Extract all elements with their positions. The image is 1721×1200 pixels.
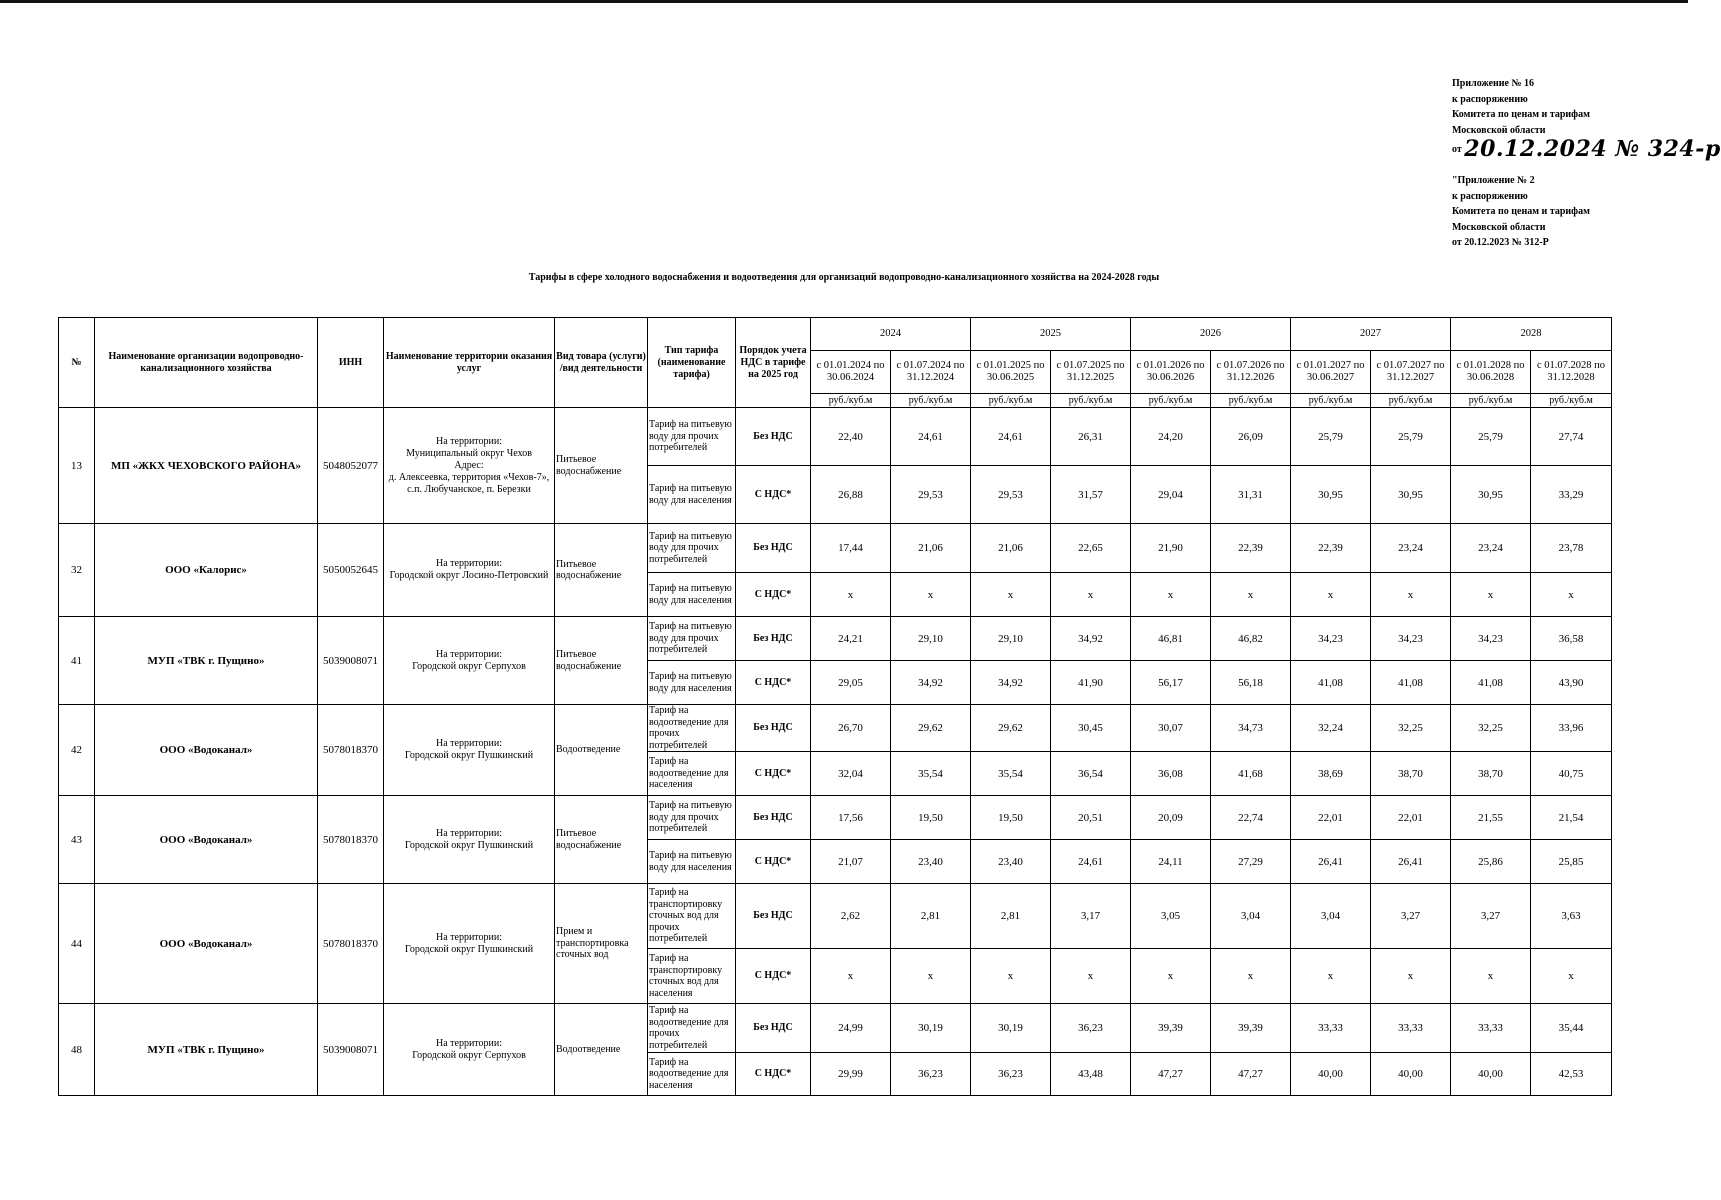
tariff-value: 33,33 xyxy=(1291,1004,1371,1053)
organization-name: ООО «Калорис» xyxy=(95,524,318,617)
tariff-value: 26,70 xyxy=(811,705,891,752)
row-number: 41 xyxy=(59,617,95,705)
table-row xyxy=(59,1004,1612,1053)
tariff-type-cell: Тариф на транспортировку сточных вод для прочих потребителей xyxy=(648,884,736,949)
tariff-value: 21,07 xyxy=(811,840,891,884)
tariff-value: 3,04 xyxy=(1291,884,1371,949)
header-goods: Вид товара (услуги) /вид деятельности xyxy=(555,318,648,408)
appendix-line: Приложение № 16 xyxy=(1452,78,1535,89)
tariff-value: 26,31 xyxy=(1051,408,1131,466)
goods-cell: Водоотведение xyxy=(555,1004,648,1096)
tariff-value: 30,95 xyxy=(1451,466,1531,524)
territory-cell: На территории: Городской округ Пушкинский xyxy=(384,884,555,1004)
tariff-value: 17,56 xyxy=(811,796,891,840)
inn-cell: 5039008071 xyxy=(318,1004,384,1096)
tariff-value: 22,39 xyxy=(1211,524,1291,573)
tariff-type-cell: Тариф на питьевую воду для населения xyxy=(648,466,736,524)
tariff-value: 29,62 xyxy=(891,705,971,752)
goods-cell: Питьевое водоснабжение xyxy=(555,408,648,524)
prior-note-line: "Приложение № 2 xyxy=(1452,175,1535,186)
appendix-sign-line xyxy=(1452,136,1721,162)
header-num: № xyxy=(59,318,95,408)
tariff-value: 43,48 xyxy=(1051,1053,1131,1096)
tariff-value: 22,74 xyxy=(1211,796,1291,840)
tariff-value: 41,68 xyxy=(1211,752,1291,796)
vat-cell: С НДС* xyxy=(736,752,811,796)
tariff-value: 41,90 xyxy=(1051,661,1131,705)
tariff-value: х xyxy=(811,949,891,1004)
prior-note-line: к распоряжению xyxy=(1452,190,1528,202)
tariff-value: 36,23 xyxy=(891,1053,971,1096)
tariff-value: х xyxy=(1531,573,1612,617)
tariff-value: 2,81 xyxy=(891,884,971,949)
tariff-value: 35,44 xyxy=(1531,1004,1612,1053)
tariff-value: х xyxy=(891,573,971,617)
tariff-value: х xyxy=(1051,573,1131,617)
appendix-line: Комитета по ценам и тарифам xyxy=(1452,109,1590,120)
organization-name: ООО «Водоканал» xyxy=(95,884,318,1004)
tariff-value: 17,44 xyxy=(811,524,891,573)
header-unit: руб./куб.м xyxy=(1211,394,1291,408)
tariff-value: 33,33 xyxy=(1451,1004,1531,1053)
tariff-value: 40,00 xyxy=(1291,1053,1371,1096)
tariff-value: х xyxy=(1451,573,1531,617)
tariff-value: 34,23 xyxy=(1451,617,1531,661)
table-row xyxy=(59,617,1612,661)
tariff-value: 56,17 xyxy=(1131,661,1211,705)
tariff-value: 2,81 xyxy=(971,884,1051,949)
tariff-value: 30,95 xyxy=(1291,466,1371,524)
vat-cell: С НДС* xyxy=(736,466,811,524)
tariff-value: х xyxy=(1291,949,1371,1004)
tariff-value: 30,45 xyxy=(1051,705,1131,752)
table-row xyxy=(59,408,1612,466)
header-period: с 01.01.2027 по 30.06.2027 xyxy=(1291,351,1371,394)
goods-cell: Питьевое водоснабжение xyxy=(555,796,648,884)
tariff-value: 23,40 xyxy=(971,840,1051,884)
tariff-value: 21,90 xyxy=(1131,524,1211,573)
row-number: 42 xyxy=(59,705,95,796)
tariff-value: х xyxy=(811,573,891,617)
header-unit: руб./куб.м xyxy=(1051,394,1131,408)
row-number: 48 xyxy=(59,1004,95,1096)
tariff-value: 36,08 xyxy=(1131,752,1211,796)
territory-cell: На территории: Городской округ Серпухов xyxy=(384,1004,555,1096)
tariff-value: 32,25 xyxy=(1451,705,1531,752)
tariff-value: 29,04 xyxy=(1131,466,1211,524)
tariff-value: 22,01 xyxy=(1291,796,1371,840)
tariff-value: 36,23 xyxy=(971,1053,1051,1096)
row-number: 43 xyxy=(59,796,95,884)
inn-cell: 5078018370 xyxy=(318,796,384,884)
tariff-value: 29,53 xyxy=(891,466,971,524)
tariff-value: 19,50 xyxy=(891,796,971,840)
tariff-value: 26,41 xyxy=(1371,840,1451,884)
tariff-value: 3,05 xyxy=(1131,884,1211,949)
tariff-value: 34,92 xyxy=(1051,617,1131,661)
tariff-type-cell: Тариф на транспортировку сточных вод для населения xyxy=(648,949,736,1004)
vat-cell: С НДС* xyxy=(736,573,811,617)
header-year: 2026 xyxy=(1131,318,1291,351)
tariff-value: 24,20 xyxy=(1131,408,1211,466)
tariff-value: 29,05 xyxy=(811,661,891,705)
header-org: Наименование организации водопроводно-канализационного хозяйства xyxy=(95,318,318,408)
tariff-value: 38,70 xyxy=(1451,752,1531,796)
tariff-value: 35,54 xyxy=(891,752,971,796)
vat-cell: Без НДС xyxy=(736,1004,811,1053)
tariff-table-body xyxy=(59,408,1612,1096)
header-year: 2028 xyxy=(1451,318,1612,351)
header-tariff-type: Тип тарифа (наименование тарифа) xyxy=(648,318,736,408)
organization-name: ООО «Водоканал» xyxy=(95,705,318,796)
inn-cell: 5078018370 xyxy=(318,705,384,796)
inn-cell: 5039008071 xyxy=(318,617,384,705)
territory-cell: На территории: Городской округ Пушкинский xyxy=(384,705,555,796)
tariff-value: 26,88 xyxy=(811,466,891,524)
tariff-value: 31,57 xyxy=(1051,466,1131,524)
tariff-value: 34,23 xyxy=(1371,617,1451,661)
tariff-value: 32,04 xyxy=(811,752,891,796)
tariff-value: 24,61 xyxy=(971,408,1051,466)
goods-cell: Водоотведение xyxy=(555,705,648,796)
tariff-value: 21,55 xyxy=(1451,796,1531,840)
top-scan-border xyxy=(0,0,1688,3)
territory-cell: На территории: Городской округ Лосино-Петровский xyxy=(384,524,555,617)
header-unit: руб./куб.м xyxy=(1531,394,1612,408)
tariff-value: 36,58 xyxy=(1531,617,1612,661)
tariff-value: 24,61 xyxy=(1051,840,1131,884)
tariff-value: 24,61 xyxy=(891,408,971,466)
tariff-value: 20,09 xyxy=(1131,796,1211,840)
tariff-value: х xyxy=(1131,573,1211,617)
tariff-value: 34,92 xyxy=(891,661,971,705)
organization-name: МУП «ТВК г. Пущино» xyxy=(95,617,318,705)
prior-note-line: Комитета по ценам и тарифам xyxy=(1452,206,1590,217)
appendix-line: Московской области xyxy=(1452,124,1546,136)
header-unit: руб./куб.м xyxy=(1451,394,1531,408)
organization-name: ООО «Водоканал» xyxy=(95,796,318,884)
tariff-value: х xyxy=(1531,949,1612,1004)
tariff-value: х xyxy=(1211,573,1291,617)
header-year: 2027 xyxy=(1291,318,1451,351)
row-number: 32 xyxy=(59,524,95,617)
tariff-value: 26,09 xyxy=(1211,408,1291,466)
tariff-value: 2,62 xyxy=(811,884,891,949)
tariff-value: 25,79 xyxy=(1371,408,1451,466)
tariff-value: 56,18 xyxy=(1211,661,1291,705)
tariff-value: 27,29 xyxy=(1211,840,1291,884)
tariff-value: 3,04 xyxy=(1211,884,1291,949)
goods-cell: Питьевое водоснабжение xyxy=(555,524,648,617)
tariff-value: 23,78 xyxy=(1531,524,1612,573)
tariff-value: 40,00 xyxy=(1371,1053,1451,1096)
tariff-value: х xyxy=(1131,949,1211,1004)
tariff-type-cell: Тариф на питьевую воду для прочих потребителей xyxy=(648,408,736,466)
tariff-type-cell: Тариф на водоотведение для населения xyxy=(648,752,736,796)
organization-name: МП «ЖКХ ЧЕХОВСКОГО РАЙОНА» xyxy=(95,408,318,524)
tariff-type-cell: Тариф на водоотведение для прочих потребителей xyxy=(648,1004,736,1053)
tariff-value: 41,08 xyxy=(1451,661,1531,705)
tariff-type-cell: Тариф на питьевую воду для населения xyxy=(648,840,736,884)
tariff-value: 34,92 xyxy=(971,661,1051,705)
tariff-value: 32,24 xyxy=(1291,705,1371,752)
prior-appendix-note xyxy=(1452,173,1682,251)
tariff-value: 29,62 xyxy=(971,705,1051,752)
tariff-value: 39,39 xyxy=(1131,1004,1211,1053)
tariff-value: 21,06 xyxy=(891,524,971,573)
tariff-value: 33,29 xyxy=(1531,466,1612,524)
tariff-value: х xyxy=(1211,949,1291,1004)
prior-note-line: Московской области xyxy=(1452,221,1546,233)
tariff-value: 24,11 xyxy=(1131,840,1211,884)
vat-cell: С НДС* xyxy=(736,661,811,705)
header-period: с 01.07.2026 по 31.12.2026 xyxy=(1211,351,1291,394)
tariff-value: 43,90 xyxy=(1531,661,1612,705)
tariff-value: 38,69 xyxy=(1291,752,1371,796)
table-row xyxy=(59,524,1612,573)
header-period: с 01.01.2026 по 30.06.2026 xyxy=(1131,351,1211,394)
tariff-value: х xyxy=(1371,949,1451,1004)
tariff-value: 31,31 xyxy=(1211,466,1291,524)
tariff-value: 38,70 xyxy=(1371,752,1451,796)
tariff-value: 40,75 xyxy=(1531,752,1612,796)
tariff-value: 21,06 xyxy=(971,524,1051,573)
vat-cell: С НДС* xyxy=(736,1053,811,1096)
header-period: с 01.01.2024 по 30.06.2024 xyxy=(811,351,891,394)
appendix-sign-prefix: от xyxy=(1452,144,1462,155)
tariff-value: 27,74 xyxy=(1531,408,1612,466)
tariff-value: х xyxy=(1051,949,1131,1004)
inn-cell: 5048052077 xyxy=(318,408,384,524)
tariff-value: 25,85 xyxy=(1531,840,1612,884)
header-unit: руб./куб.м xyxy=(891,394,971,408)
organization-name: МУП «ТВК г. Пущино» xyxy=(95,1004,318,1096)
goods-cell: Питьевое водоснабжение xyxy=(555,617,648,705)
tariff-value: 41,08 xyxy=(1291,661,1371,705)
table-row xyxy=(59,884,1612,949)
header-unit: руб./куб.м xyxy=(1131,394,1211,408)
header-period: с 01.07.2024 по 31.12.2024 xyxy=(891,351,971,394)
tariff-value: 33,33 xyxy=(1371,1004,1451,1053)
header-unit: руб./куб.м xyxy=(971,394,1051,408)
tariff-value: 24,99 xyxy=(811,1004,891,1053)
tariff-type-cell: Тариф на водоотведение для прочих потребителей xyxy=(648,705,736,752)
tariff-value: 33,96 xyxy=(1531,705,1612,752)
tariff-value: х xyxy=(1291,573,1371,617)
tariff-value: 3,17 xyxy=(1051,884,1131,949)
row-number: 44 xyxy=(59,884,95,1004)
tariff-value: 39,39 xyxy=(1211,1004,1291,1053)
tariff-type-cell: Тариф на водоотведение для населения xyxy=(648,1053,736,1096)
tariff-value: 42,53 xyxy=(1531,1053,1612,1096)
tariff-value: 23,24 xyxy=(1371,524,1451,573)
tariff-value: 47,27 xyxy=(1211,1053,1291,1096)
tariff-value: 46,82 xyxy=(1211,617,1291,661)
tariff-value: 29,99 xyxy=(811,1053,891,1096)
tariff-value: х xyxy=(1371,573,1451,617)
tariff-value: 19,50 xyxy=(971,796,1051,840)
tariff-value: 40,00 xyxy=(1451,1053,1531,1096)
tariff-value: 25,79 xyxy=(1451,408,1531,466)
tariff-value: 30,19 xyxy=(891,1004,971,1053)
header-vat: Порядок учета НДС в тарифе на 2025 год xyxy=(736,318,811,408)
tariff-value: 26,41 xyxy=(1291,840,1371,884)
tariff-value: 21,54 xyxy=(1531,796,1612,840)
appendix-note xyxy=(1452,76,1721,162)
vat-cell: Без НДС xyxy=(736,705,811,752)
tariff-value: 46,81 xyxy=(1131,617,1211,661)
header-year: 2025 xyxy=(971,318,1131,351)
tariff-value: 22,40 xyxy=(811,408,891,466)
vat-cell: Без НДС xyxy=(736,524,811,573)
tariff-value: 29,10 xyxy=(891,617,971,661)
vat-cell: С НДС* xyxy=(736,840,811,884)
vat-cell: Без НДС xyxy=(736,796,811,840)
tariff-value: 30,07 xyxy=(1131,705,1211,752)
tariff-value: х xyxy=(971,573,1051,617)
tariff-value: 32,25 xyxy=(1371,705,1451,752)
tariff-value: 30,95 xyxy=(1371,466,1451,524)
tariff-value: 41,08 xyxy=(1371,661,1451,705)
header-period: с 01.07.2028 по 31.12.2028 xyxy=(1531,351,1612,394)
header-inn: ИНН xyxy=(318,318,384,408)
tariff-value: 34,73 xyxy=(1211,705,1291,752)
tariff-value: х xyxy=(971,949,1051,1004)
tariff-value: 36,23 xyxy=(1051,1004,1131,1053)
tariff-value: 22,39 xyxy=(1291,524,1371,573)
tariff-value: 34,23 xyxy=(1291,617,1371,661)
tariff-type-cell: Тариф на питьевую воду для населения xyxy=(648,573,736,617)
tariff-type-cell: Тариф на питьевую воду для прочих потребителей xyxy=(648,617,736,661)
tariff-value: 24,21 xyxy=(811,617,891,661)
vat-cell: Без НДС xyxy=(736,408,811,466)
tariff-value: 29,53 xyxy=(971,466,1051,524)
territory-cell: На территории: Муниципальный округ Чехов Адрес: д. Алексеевка, территория «Чехов-7», с.п. Любучанское, п. Березки xyxy=(384,408,555,524)
header-year: 2024 xyxy=(811,318,971,351)
document-title: Тарифы в сфере холодного водоснабжения и водоотведения для организаций водопроводно-канализационного хозяйства на 2024-2028 годы xyxy=(528,272,1160,283)
table-row xyxy=(59,796,1612,840)
tariff-value: 35,54 xyxy=(971,752,1051,796)
header-unit: руб./куб.м xyxy=(811,394,891,408)
inn-cell: 5050052645 xyxy=(318,524,384,617)
tariff-value: 3,27 xyxy=(1451,884,1531,949)
tariff-value: 23,40 xyxy=(891,840,971,884)
vat-cell: Без НДС xyxy=(736,617,811,661)
tariff-value: 22,01 xyxy=(1371,796,1451,840)
tariff-value: 25,86 xyxy=(1451,840,1531,884)
tariff-type-cell: Тариф на питьевую воду для прочих потребителей xyxy=(648,796,736,840)
header-unit: руб./куб.м xyxy=(1371,394,1451,408)
tariff-value: 47,27 xyxy=(1131,1053,1211,1096)
territory-cell: На территории: Городской округ Серпухов xyxy=(384,617,555,705)
header-period: с 01.01.2028 по 30.06.2028 xyxy=(1451,351,1531,394)
tariff-type-cell: Тариф на питьевую воду для населения xyxy=(648,661,736,705)
header-period: с 01.07.2025 по 31.12.2025 xyxy=(1051,351,1131,394)
territory-cell: На территории: Городской округ Пушкинский xyxy=(384,796,555,884)
table-row xyxy=(59,705,1612,752)
header-period: с 01.01.2025 по 30.06.2025 xyxy=(971,351,1051,394)
inn-cell: 5078018370 xyxy=(318,884,384,1004)
vat-cell: Без НДС xyxy=(736,884,811,949)
header-unit: руб./куб.м xyxy=(1291,394,1371,408)
goods-cell: Прием и транспортировка сточных вод xyxy=(555,884,648,1004)
handwritten-signature: 20.12.2024 № 324-р xyxy=(1464,136,1721,162)
tariff-value: 30,19 xyxy=(971,1004,1051,1053)
vat-cell: С НДС* xyxy=(736,949,811,1004)
tariff-value: 36,54 xyxy=(1051,752,1131,796)
tariff-value: 23,24 xyxy=(1451,524,1531,573)
tariff-value: х xyxy=(891,949,971,1004)
tariff-value: 3,63 xyxy=(1531,884,1612,949)
tariff-value: 20,51 xyxy=(1051,796,1131,840)
prior-note-line: от 20.12.2023 № 312-Р xyxy=(1452,237,1549,248)
header-period: с 01.07.2027 по 31.12.2027 xyxy=(1371,351,1451,394)
tariff-value: 29,10 xyxy=(971,617,1051,661)
tariff-type-cell: Тариф на питьевую воду для прочих потребителей xyxy=(648,524,736,573)
tariff-table xyxy=(58,317,1612,1096)
tariff-value: 22,65 xyxy=(1051,524,1131,573)
tariff-value: 25,79 xyxy=(1291,408,1371,466)
header-territory: Наименование территории оказания услуг xyxy=(384,318,555,408)
appendix-line: к распоряжению xyxy=(1452,93,1528,105)
tariff-value: х xyxy=(1451,949,1531,1004)
row-number: 13 xyxy=(59,408,95,524)
tariff-value: 3,27 xyxy=(1371,884,1451,949)
